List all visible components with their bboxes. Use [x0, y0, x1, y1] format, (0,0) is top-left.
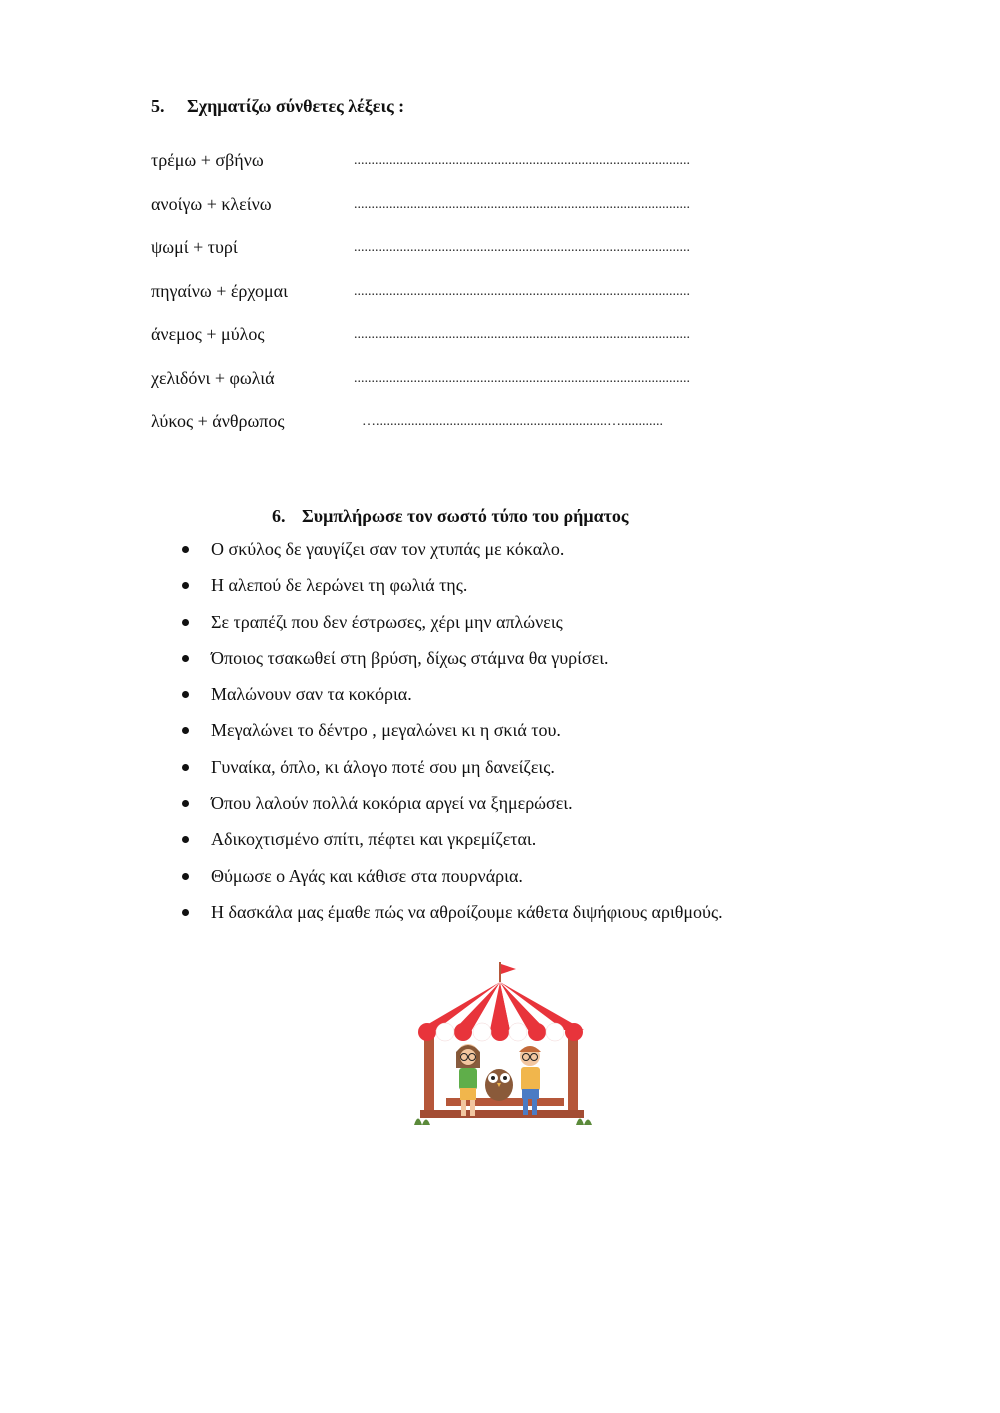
- section6-number: 6.: [272, 506, 286, 526]
- compound-prompt: ψωμί + τυρί: [151, 237, 238, 257]
- proverb-text: Μεγαλώνει το δέντρο , μεγαλώνει κι η σκιά του.: [211, 720, 561, 741]
- compound-prompt: ανοίγω + κλείνω: [151, 194, 272, 214]
- bullet-icon: [182, 873, 189, 880]
- bullet-icon: [182, 619, 189, 626]
- compound-prompt: πηγαίνω + έρχομαι: [151, 281, 288, 301]
- bullet-icon: [182, 582, 189, 589]
- compound-prompt: άνεμος + μύλος: [151, 324, 265, 344]
- bullet-icon: [182, 764, 189, 771]
- section6-title: Συμπλήρωσε τον σωστό τύπο του ρήματος: [302, 506, 629, 526]
- bullet-icon: [182, 800, 189, 807]
- section5-heading: [151, 96, 404, 117]
- answer-blank[interactable]: ................................................................................................: [354, 327, 690, 342]
- proverb-text: Όποιος τσακωθεί στη βρύση, δίχως στάμνα θα γυρίσει.: [211, 647, 609, 668]
- answer-blank[interactable]: ................................................................................................: [354, 240, 690, 255]
- section5-number: 5.: [151, 96, 165, 116]
- answer-blank[interactable]: ................................................................................................: [354, 197, 690, 212]
- proverb-text: Η αλεπού δε λερώνει τη φωλιά της.: [211, 575, 468, 596]
- compound-prompt: λύκος + άνθρωπος: [151, 411, 285, 431]
- bullet-icon: [182, 727, 189, 734]
- bullet-icon: [182, 909, 189, 916]
- answer-blank[interactable]: ................................................................................................: [354, 153, 690, 168]
- bullet-icon: [182, 836, 189, 843]
- answer-blank[interactable]: …..................................................................…............: [362, 414, 663, 429]
- compound-prompt: τρέμω + σβήνω: [151, 150, 264, 170]
- bullet-icon: [182, 546, 189, 553]
- bullet-icon: [182, 655, 189, 662]
- proverb-text: Η δασκάλα μας έμαθε πώς να αθροίζουμε κάθετα διψήφιους αριθμούς.: [211, 901, 723, 922]
- answer-blank[interactable]: ................................................................................................: [354, 284, 690, 299]
- proverb-text: Μαλώνουν σαν τα κοκόρια.: [211, 684, 412, 705]
- circus-tent-kids-owl-icon: [410, 960, 600, 1128]
- compound-prompt: χελιδόνι + φωλιά: [151, 368, 275, 388]
- proverb-text: Ο σκύλος δε γαυγίζει σαν τον χτυπάς με κόκαλο.: [211, 539, 565, 559]
- bullet-icon: [182, 691, 189, 698]
- proverb-text: Αδικοχτισμένο σπίτι, πέφτει και γκρεμίζεται.: [211, 829, 537, 850]
- answer-blank[interactable]: ................................................................................................: [354, 371, 690, 386]
- proverb-text: Θύμωσε ο Αγάς και κάθισε στα πουρνάρια.: [211, 865, 523, 886]
- proverb-text: Γυναίκα, όπλο, κι άλογο ποτέ σου μη δανείζεις.: [211, 756, 555, 777]
- section5-title: Σχηματίζω σύνθετες λέξεις :: [187, 96, 405, 116]
- proverb-text: Σε τραπέζι που δεν έστρωσες, χέρι μην απλώνεις: [211, 611, 563, 632]
- proverb-text: Όπου λαλούν πολλά κοκόρια αργεί να ξημερώσει.: [211, 793, 573, 814]
- section6-heading: [272, 506, 629, 527]
